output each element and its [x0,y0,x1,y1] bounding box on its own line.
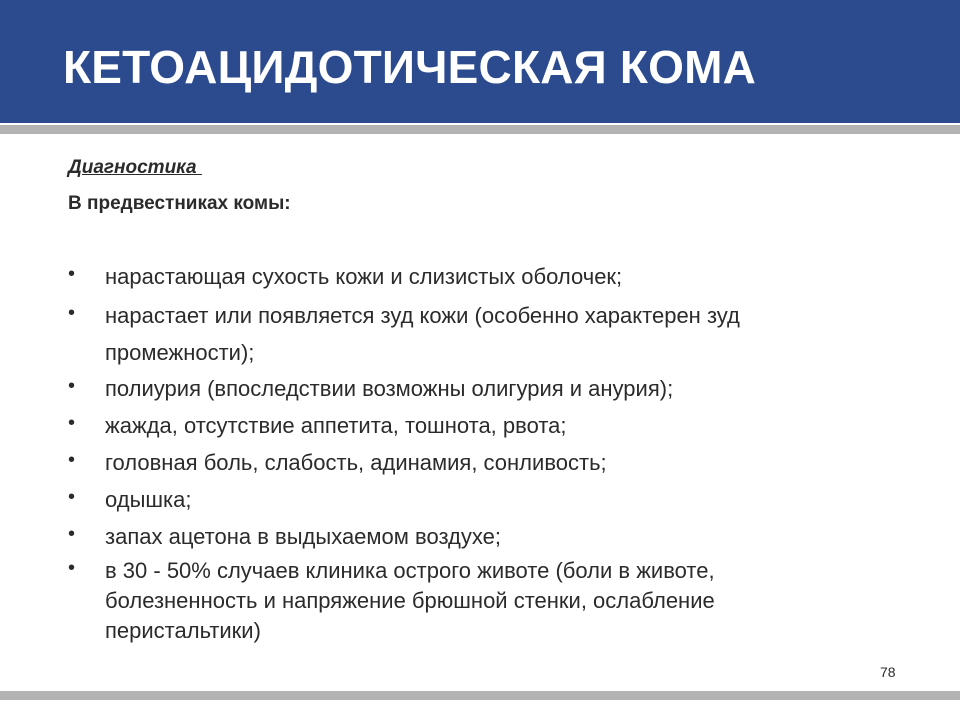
list-item [68,412,868,438]
bullet-icon: • [68,486,76,508]
list-item [68,263,868,289]
section-subheading: Диагностика [68,157,202,178]
bullet-icon: • [68,523,76,545]
bullet-icon: • [68,412,76,434]
list-item-text: одышка; [105,487,192,512]
list-item-text: в 30 - 50% случаев клиника острого животе (боли в животе, болезненность и напряжение брюшной стенки, ослабление перистальтики) [105,558,715,643]
list-item-text: запах ацетона в выдыхаемом воздухе; [105,524,501,549]
list-item-text: полиурия (впоследствии возможны олигурия и анурия); [105,376,674,401]
bullet-icon: • [68,449,76,471]
list-item-text: головная боль, слабость, адинамия, сонливость; [105,450,607,475]
list-item-text: жажда, отсутствие аппетита, тошнота, рвота; [105,413,567,438]
bullet-icon: • [68,557,76,579]
list-item [68,375,868,401]
bullet-icon: • [68,263,76,285]
bullet-icon: • [68,302,76,324]
list-item-text: нарастающая сухость кожи и слизистых оболочек; [105,264,623,289]
list-item [68,486,868,512]
list-item [68,557,868,646]
list-item-text: нарастает или появляется зуд кожи (особенно характерен зуд промежности); [105,303,740,365]
footer-divider [0,691,960,700]
list-item [68,302,868,371]
slide-title: КЕТОАЦИДОТИЧЕСКАЯ КОМА [63,41,757,93]
section-intro: В предвестниках комы: [68,193,291,214]
page-number: 78 [880,664,896,680]
bullet-icon: • [68,375,76,397]
list-item [68,449,868,475]
list-item [68,523,868,549]
